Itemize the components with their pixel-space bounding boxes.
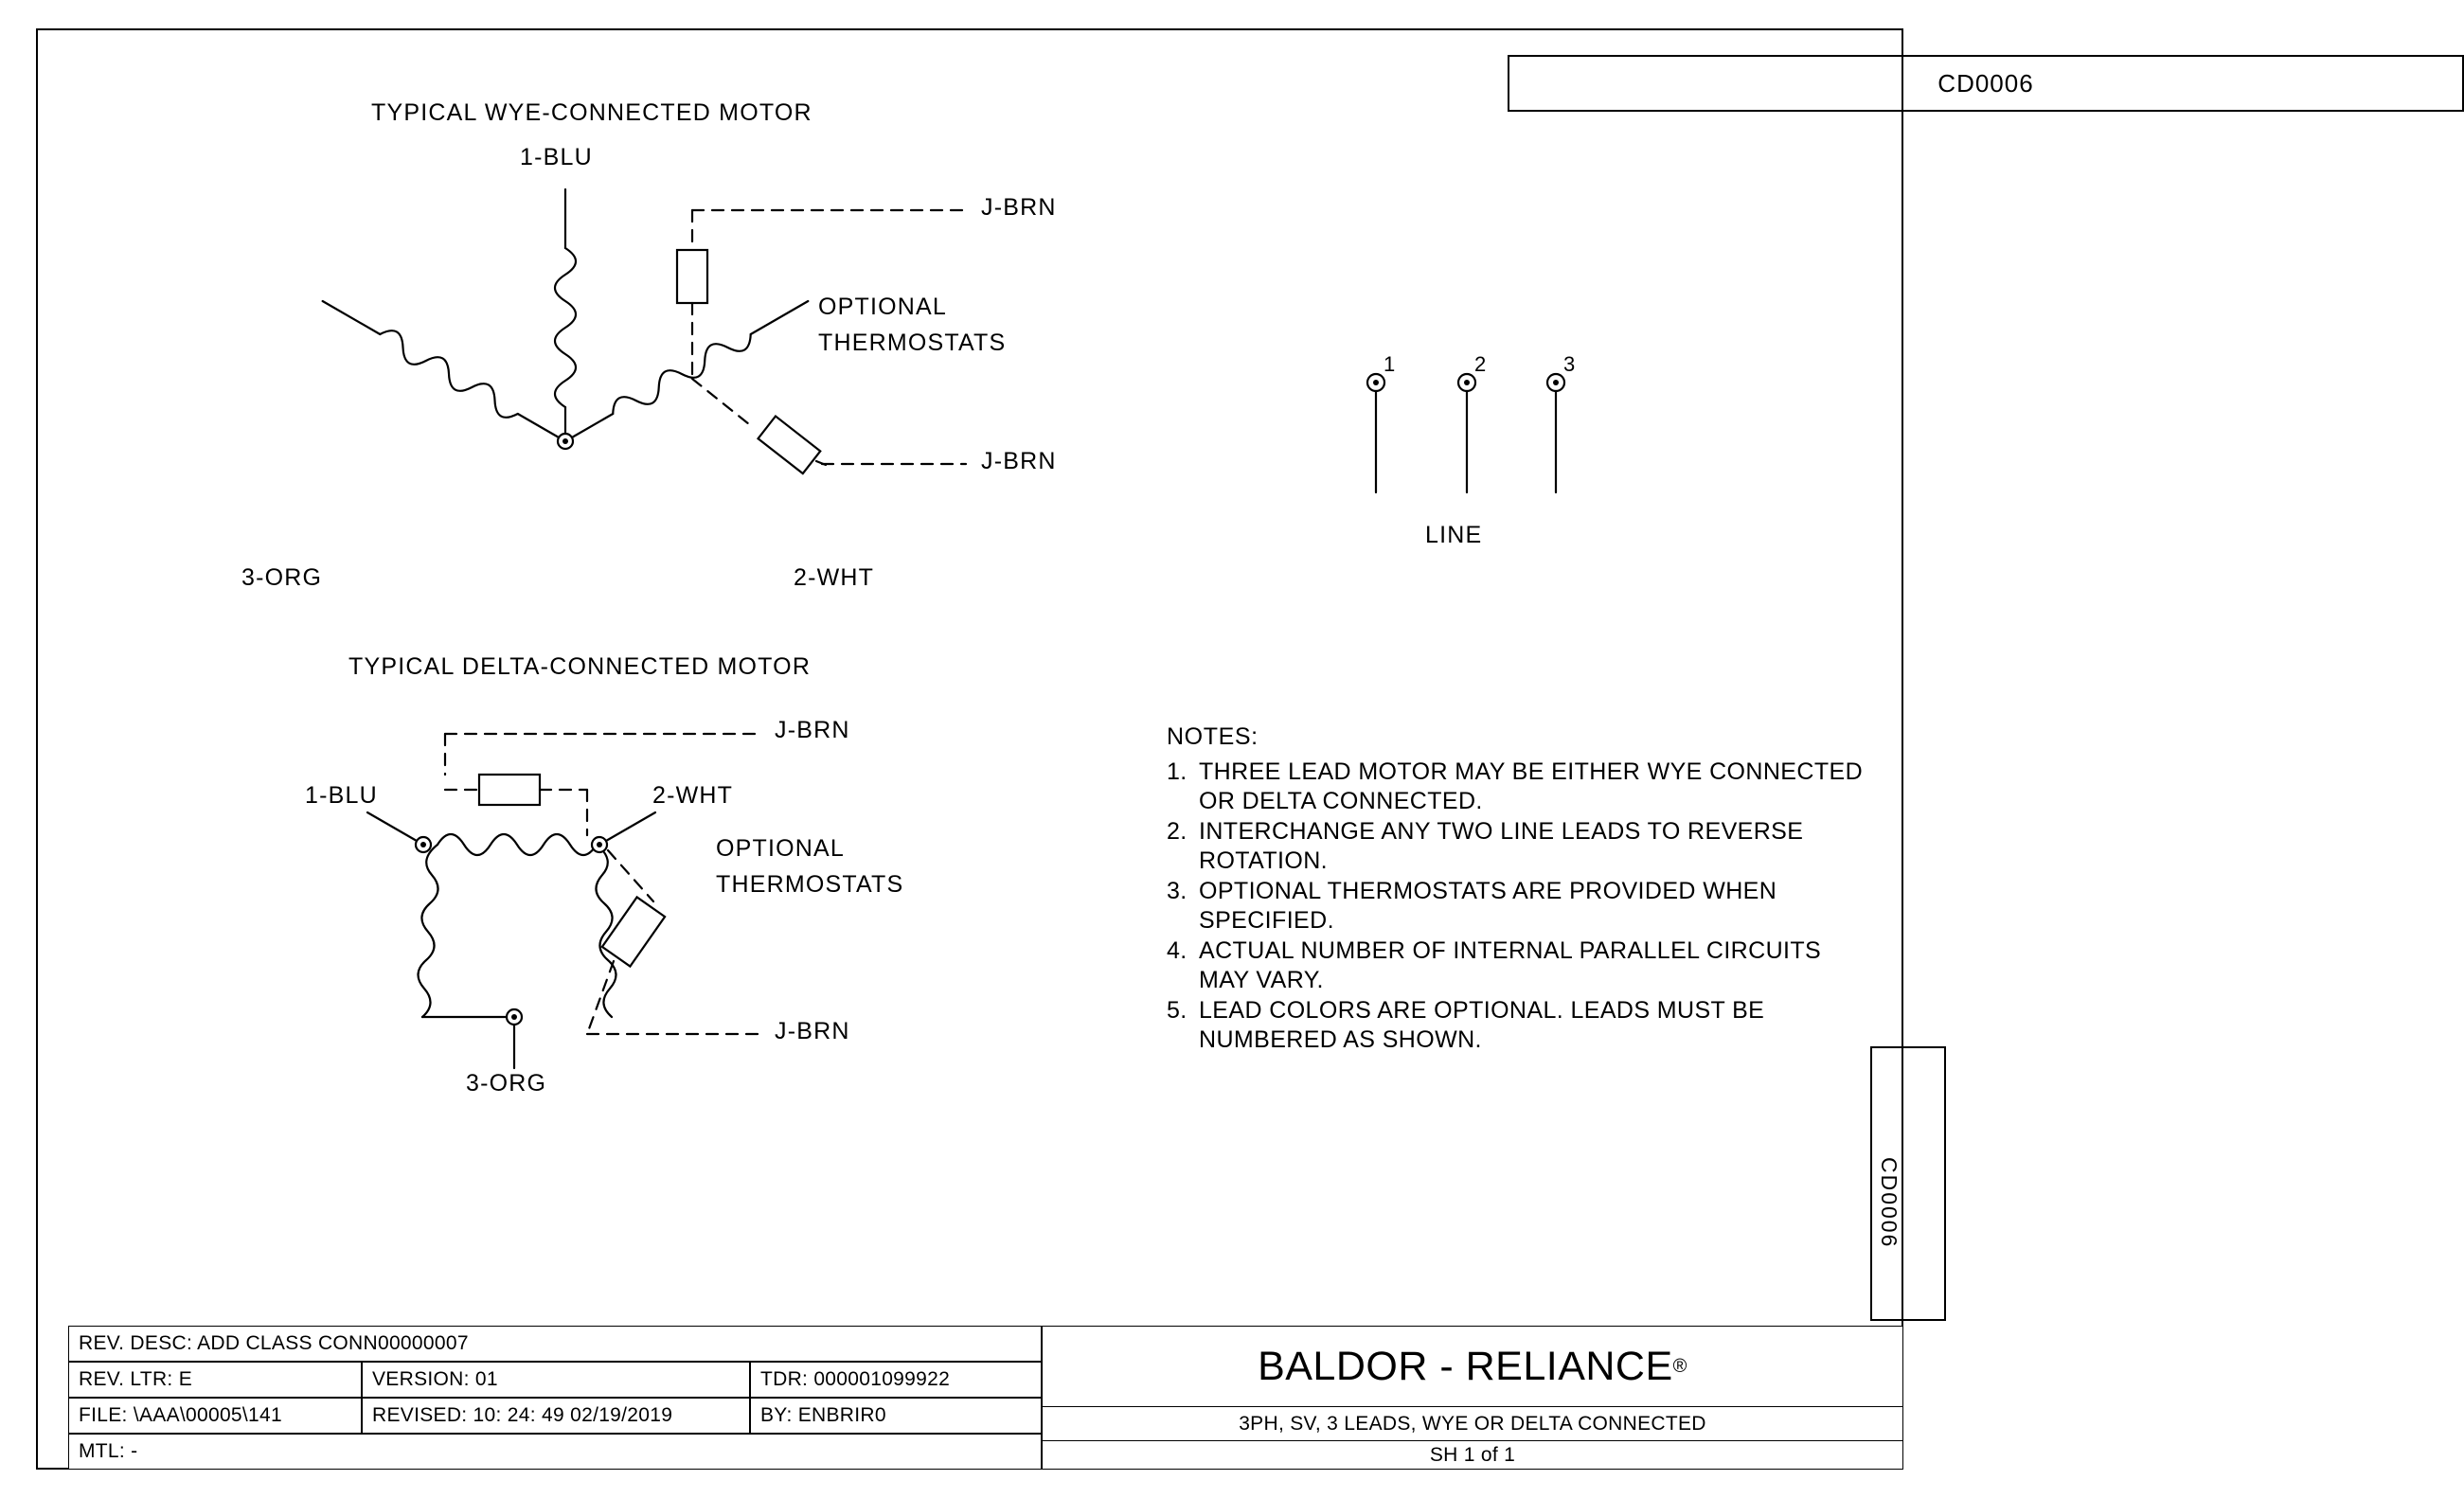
delta-diagram-title: TYPICAL DELTA-CONNECTED MOTOR (348, 653, 812, 680)
wye-lead-1-label: 1-BLU (520, 144, 593, 170)
delta-thermostat-lead-bottom-label: J-BRN (775, 1018, 850, 1044)
line-label: LINE (1425, 522, 1483, 548)
wye-lead-2-label: 2-WHT (794, 564, 875, 591)
version-cell: VERSION: 01 (362, 1362, 750, 1398)
wye-center-node (558, 434, 573, 449)
wye-thermostat-box-2 (759, 416, 821, 473)
delta-lead-1-label: 1-BLU (305, 782, 378, 809)
brand-name: BALDOR - RELIANCE (1258, 1343, 1673, 1389)
brand-cell (1042, 1326, 1903, 1407)
drawing-number-top-box (1508, 55, 2464, 112)
revised-cell: REVISED: 10: 24: 49 02/19/2019 (362, 1398, 750, 1434)
wye-lead-3-label: 3-ORG (241, 564, 323, 591)
mtl-cell: MTL: - (68, 1434, 1042, 1470)
note-text: INTERCHANGE ANY TWO LINE LEADS TO REVERSE ROTATION. (1199, 818, 1804, 874)
delta-winding-top (437, 834, 597, 855)
delta-thermostat-box-2 (602, 897, 665, 966)
note-text: ACTUAL NUMBER OF INTERNAL PARALLEL CIRCUITS MAY VARY. (1199, 937, 1822, 993)
delta-thermostat-box-1 (479, 775, 540, 805)
delta-lead-2-label: 2-WHT (652, 782, 734, 809)
line-terminals-graphic (1367, 374, 1564, 492)
note-number: 5. (1167, 997, 1187, 1024)
note-number: 1. (1167, 758, 1187, 785)
tdr-cell: TDR: 000001099922 (750, 1362, 1042, 1398)
delta-thermostat-lead-top-label: J-BRN (775, 717, 850, 743)
delta-winding-left (418, 845, 514, 1017)
note-item (1167, 996, 1867, 1054)
note-number: 4. (1167, 937, 1187, 964)
note-item (1167, 877, 1867, 935)
note-text: THREE LEAD MOTOR MAY BE EITHER WYE CONNECTED OR DELTA CONNECTED. (1199, 758, 1864, 814)
description-cell: 3PH, SV, 3 LEADS, WYE OR DELTA CONNECTED (1042, 1407, 1903, 1441)
wye-diagram-title: TYPICAL WYE-CONNECTED MOTOR (371, 99, 812, 126)
wye-thermostat-lead-bottom-label: J-BRN (981, 448, 1057, 474)
wye-optional-thermostats-label-line2: THERMOSTATS (818, 330, 1007, 356)
drawing-number-top-label: CD0006 (1937, 68, 2034, 98)
by-cell: BY: ENBRIR0 (750, 1398, 1042, 1434)
wye-thermostat-lead-top-label: J-BRN (981, 194, 1057, 221)
line-terminal-2-label: 2 (1474, 352, 1487, 376)
note-number: 3. (1167, 878, 1187, 904)
drawing-number-side-label: CD0006 (1877, 1157, 1902, 1249)
note-number: 2. (1167, 818, 1187, 845)
note-item (1167, 758, 1867, 815)
rev-ltr-cell: REV. LTR: E (68, 1362, 362, 1398)
delta-optional-thermostats-label-line2: THERMOSTATS (716, 871, 904, 898)
rev-desc-cell: REV. DESC: ADD CLASS CONN00000007 (68, 1326, 1042, 1362)
wye-thermostat-box-1 (677, 250, 707, 303)
wye-optional-thermostats-label-line1: OPTIONAL (818, 294, 948, 320)
note-item (1167, 936, 1867, 994)
delta-lead-3-label: 3-ORG (466, 1070, 547, 1097)
brand-registered-mark: ® (1672, 1355, 1687, 1377)
line-terminal-1-label: 1 (1384, 352, 1396, 376)
notes-heading: NOTES: (1167, 723, 1259, 750)
line-terminal-3-label: 3 (1563, 352, 1576, 376)
note-text: LEAD COLORS ARE OPTIONAL. LEADS MUST BE NUMBERED AS SHOWN. (1199, 997, 1765, 1053)
sheet-cell: SH 1 of 1 (1042, 1441, 1903, 1470)
delta-optional-thermostats-label-line1: OPTIONAL (716, 835, 846, 862)
note-item (1167, 817, 1867, 875)
notes-list (1167, 758, 1867, 1056)
note-text: OPTIONAL THERMOSTATS ARE PROVIDED WHEN SPECIFIED. (1199, 878, 1777, 934)
file-cell: FILE: \AAA\00005\141 (68, 1398, 362, 1434)
